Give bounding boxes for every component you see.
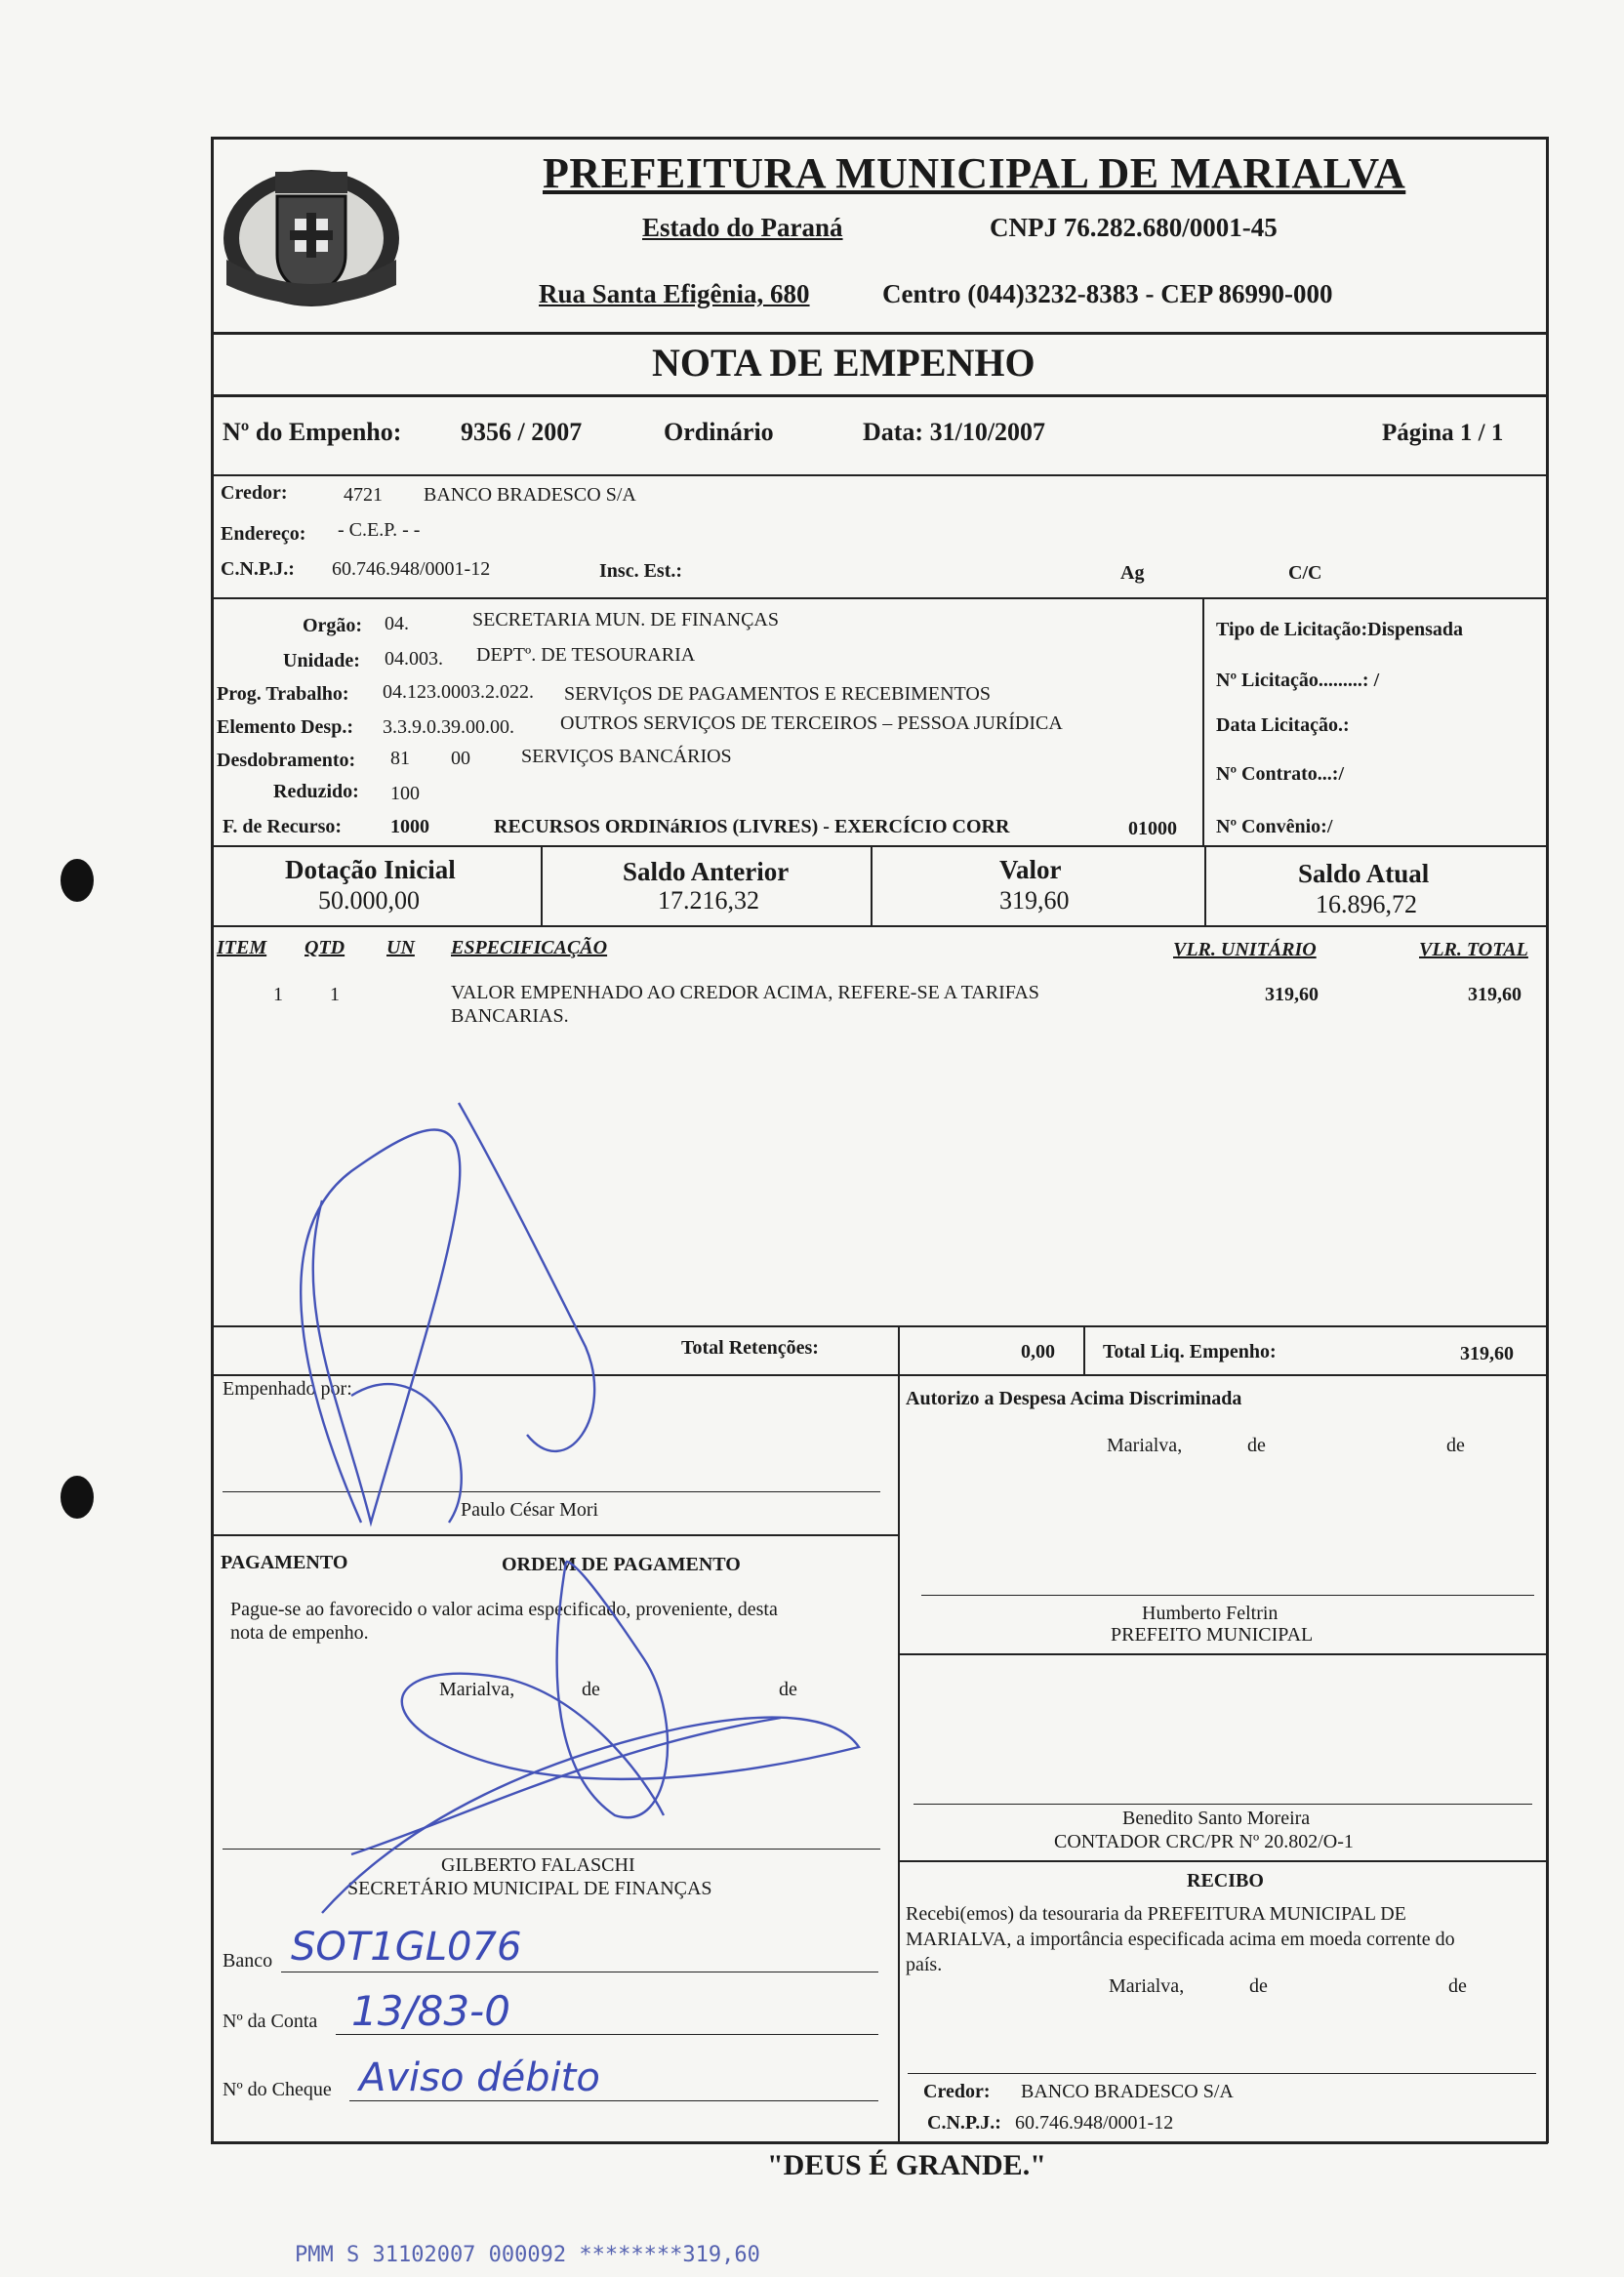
municipality-title: PREFEITURA MUNICIPAL DE MARIALVA xyxy=(543,149,1406,197)
numero-licitacao: Nº Licitação.........: / xyxy=(1216,670,1380,691)
col-qtd: QTD xyxy=(304,937,345,958)
recibo-text-line3: país. xyxy=(906,1954,943,1975)
insc-est-label: Insc. Est.: xyxy=(599,560,683,582)
total-liquido-label: Total Liq. Empenho: xyxy=(1103,1341,1277,1362)
total-liquido-value: 319,60 xyxy=(1460,1343,1514,1364)
ordem-de2: de xyxy=(779,1679,797,1700)
col-vlr-total: VLR. TOTAL xyxy=(1419,939,1528,960)
orgao-label: Orgão: xyxy=(303,615,363,636)
contador-title: CONTADOR CRC/PR Nº 20.802/O-1 xyxy=(1054,1831,1354,1852)
endereco-label: Endereço: xyxy=(221,523,306,545)
fonte-recurso-code: 1000 xyxy=(390,816,429,837)
empenhado-por-label: Empenhado por: xyxy=(223,1378,352,1400)
item-row-qtd: 1 xyxy=(330,984,340,1005)
empenho-number: 9356 / 2007 xyxy=(461,418,583,446)
prefeito-title: PREFEITO MUNICIPAL xyxy=(1111,1624,1314,1646)
autorizo-local: Marialva, xyxy=(1107,1435,1183,1456)
reduzido-label: Reduzido: xyxy=(273,781,359,802)
data-licitacao: Data Licitação.: xyxy=(1216,714,1350,736)
conta-value: 13/83-0 xyxy=(351,1987,510,2035)
credor-name: BANCO BRADESCO S/A xyxy=(424,484,636,506)
unidade-code: 04.003. xyxy=(385,648,443,670)
recibo-de1: de xyxy=(1249,1975,1268,1997)
empenho-number-label: Nº do Empenho: xyxy=(223,418,402,446)
cheque-value: Aviso débito xyxy=(359,2055,600,2100)
saldo-atual-label: Saldo Atual xyxy=(1298,859,1430,888)
ordem-de1: de xyxy=(582,1679,600,1700)
prog-trabalho-name: SERVIçOS DE PAGAMENTOS E RECEBIMENTOS xyxy=(564,683,991,705)
total-retencoes-label: Total Retenções: xyxy=(681,1337,819,1359)
item-row-vlr-total: 319,60 xyxy=(1468,984,1522,1005)
secretario-title: SECRETÁRIO MUNICIPAL DE FINANÇAS xyxy=(347,1878,712,1899)
dotacao-inicial-label: Dotação Inicial xyxy=(285,855,456,884)
recibo-title: RECIBO xyxy=(1187,1870,1264,1891)
prog-trabalho-label: Prog. Trabalho: xyxy=(217,683,349,705)
fonte-recurso-name: RECURSOS ORDINáRIOS (LIVRES) - EXERCÍCIO CORR xyxy=(494,816,1010,837)
col-vlr-unitario: VLR. UNITÁRIO xyxy=(1173,939,1317,960)
recibo-cnpj-label: C.N.P.J.: xyxy=(927,2112,1001,2134)
autorizo-label: Autorizo a Despesa Acima Discriminada xyxy=(906,1388,1242,1409)
cnpj-value: 60.746.948/0001-12 xyxy=(332,558,491,580)
ordem-local: Marialva, xyxy=(439,1679,515,1700)
ordem-pagamento-text-cont: nota de empenho. xyxy=(230,1622,369,1644)
dotacao-inicial-value: 50.000,00 xyxy=(318,886,420,915)
footer-motto: "DEUS É GRANDE." xyxy=(767,2149,1046,2181)
recibo-de2: de xyxy=(1448,1975,1467,1997)
empenhado-por-name: Paulo César Mori xyxy=(461,1499,599,1521)
fonte-recurso-num: 01000 xyxy=(1128,818,1177,839)
credor-label: Credor: xyxy=(221,482,288,504)
orgao-name: SECRETARIA MUN. DE FINANÇAS xyxy=(472,609,779,630)
saldo-atual-value: 16.896,72 xyxy=(1316,890,1417,918)
item-row-espec: VALOR EMPENHADO AO CREDOR ACIMA, REFERE-SE A TARIFAS xyxy=(451,982,1039,1003)
state-label: Estado do Paraná xyxy=(642,213,843,242)
recibo-credor-value: BANCO BRADESCO S/A xyxy=(1021,2081,1234,2102)
credor-code: 4721 xyxy=(344,484,383,506)
desdobramento-name: SERVIÇOS BANCÁRIOS xyxy=(521,746,732,767)
prog-trabalho-code: 04.123.0003.2.022. xyxy=(383,681,534,703)
unidade-name: DEPTº. DE TESOURARIA xyxy=(476,644,696,666)
bank-authentication-stamp: PMM S 31102007 000092 ********319,60 xyxy=(295,2243,760,2267)
conta-label: Nº da Conta xyxy=(223,2011,318,2032)
banco-value: SOT1GL076 xyxy=(291,1925,522,1970)
valor-label: Valor xyxy=(999,855,1062,884)
elemento-label: Elemento Desp.: xyxy=(217,716,353,738)
autorizo-de2: de xyxy=(1446,1435,1465,1456)
prefeito-name: Humberto Feltrin xyxy=(1142,1603,1279,1624)
document-title: NOTA DE EMPENHO xyxy=(652,341,1035,385)
valor-value: 319,60 xyxy=(999,886,1070,915)
agencia-label: Ag xyxy=(1120,562,1145,584)
cnpj-label: C.N.P.J.: xyxy=(221,558,295,580)
desdobramento-code2: 00 xyxy=(451,748,470,769)
saldo-anterior-label: Saldo Anterior xyxy=(623,857,790,886)
saldo-anterior-value: 17.216,32 xyxy=(658,886,759,915)
ordem-pagamento-label: ORDEM DE PAGAMENTO xyxy=(502,1554,741,1575)
fonte-recurso-label: F. de Recurso: xyxy=(223,816,343,837)
total-retencoes-value: 0,00 xyxy=(1021,1341,1055,1362)
recibo-cnpj-value: 60.746.948/0001-12 xyxy=(1015,2112,1174,2134)
secretario-name: GILBERTO FALASCHI xyxy=(441,1854,635,1876)
numero-convenio: Nº Convênio:/ xyxy=(1216,816,1333,837)
tipo-licitacao: Tipo de Licitação:Dispensada xyxy=(1216,619,1463,640)
recibo-text-line1: Recebi(emos) da tesouraria da PREFEITURA MUNICIPAL DE xyxy=(906,1903,1406,1925)
banco-label: Banco xyxy=(223,1950,273,1972)
reduzido-value: 100 xyxy=(390,783,420,804)
contador-name: Benedito Santo Moreira xyxy=(1122,1808,1311,1829)
conta-corrente-label: C/C xyxy=(1288,562,1322,584)
recibo-credor-label: Credor: xyxy=(923,2081,991,2102)
item-row-vlr-unit: 319,60 xyxy=(1265,984,1319,1005)
col-especificacao: ESPECIFICAÇÃO xyxy=(451,937,608,958)
endereco-value: - C.E.P. - - xyxy=(338,519,421,541)
desdobramento-code1: 81 xyxy=(390,748,410,769)
autorizo-de1: de xyxy=(1247,1435,1266,1456)
empenho-date: Data: 31/10/2007 xyxy=(863,418,1046,446)
item-row-espec-cont: BANCARIAS. xyxy=(451,1005,569,1027)
orgao-code: 04. xyxy=(385,613,409,634)
empenho-type: Ordinário xyxy=(664,418,774,446)
col-un: UN xyxy=(386,937,415,958)
elemento-name: OUTROS SERVIÇOS DE TERCEIROS – PESSOA JURÍDICA xyxy=(560,712,1063,734)
numero-contrato: Nº Contrato...:/ xyxy=(1216,763,1345,785)
cheque-label: Nº do Cheque xyxy=(223,2079,332,2100)
address-contact: Centro (044)3232-8383 - CEP 86990-000 xyxy=(882,279,1333,308)
recibo-local: Marialva, xyxy=(1109,1975,1185,1997)
street-address: Rua Santa Efigênia, 680 xyxy=(539,279,810,308)
elemento-code: 3.3.9.0.39.00.00. xyxy=(383,716,514,738)
item-row-item: 1 xyxy=(273,984,283,1005)
recibo-text-line2: MARIALVA, a importância especificada acima em moeda corrente do xyxy=(906,1929,1455,1950)
unidade-label: Unidade: xyxy=(283,650,360,671)
col-item: ITEM xyxy=(217,937,267,958)
ordem-pagamento-text: Pague-se ao favorecido o valor acima especificado, proveniente, desta xyxy=(230,1599,778,1620)
cnpj-header: CNPJ 76.282.680/0001-45 xyxy=(990,213,1278,242)
pagamento-label: PAGAMENTO xyxy=(221,1552,348,1573)
page-indicator: Página 1 / 1 xyxy=(1382,420,1504,446)
desdobramento-label: Desdobramento: xyxy=(217,750,356,771)
